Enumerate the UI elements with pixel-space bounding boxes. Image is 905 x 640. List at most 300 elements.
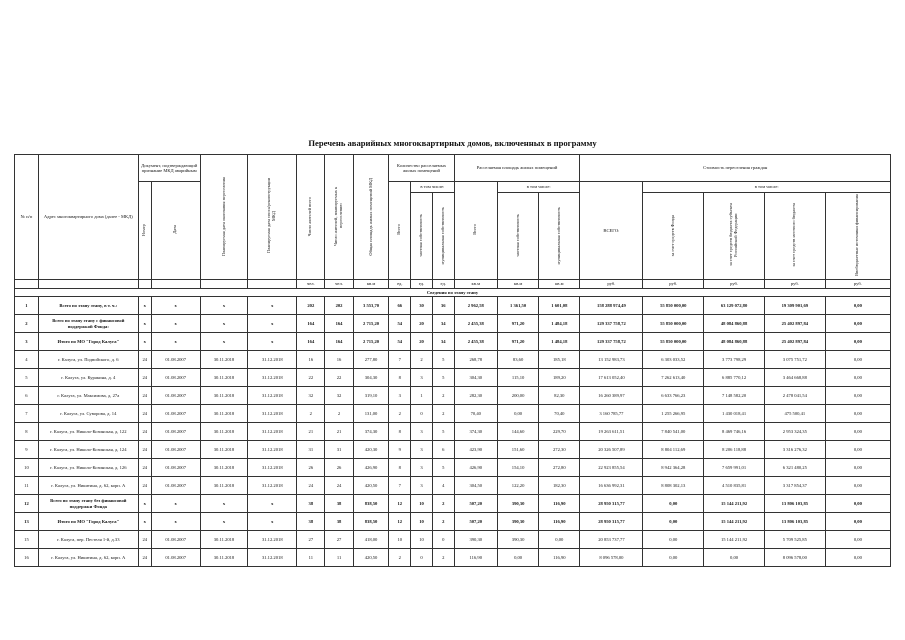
cell-plan: 30.11.2018	[200, 477, 248, 495]
cell-addr: г. Калуга, ул. Максимова, д. 27а	[38, 387, 138, 405]
table-row	[15, 531, 891, 549]
header-row-1	[15, 155, 891, 182]
col-cost-regional: за счет средств бюджета субъекта Российской Федерации	[704, 193, 765, 280]
cell-ce: 0,00	[825, 495, 890, 513]
cell-plan: x	[200, 333, 248, 351]
col-area-private: частная собственность	[497, 193, 538, 280]
cell-ta: 2 715,20	[353, 333, 389, 351]
cell-rpv: 10	[411, 531, 433, 549]
units-row	[15, 280, 891, 289]
cell-ap: 390,30	[497, 495, 538, 513]
cell-am: 70,40	[539, 405, 580, 423]
cell-rm: 2	[389, 405, 411, 423]
cell-rp: 11	[325, 549, 353, 567]
cell-cl: 6 321 480,25	[764, 459, 825, 477]
cell-cl: 2 478 041,54	[764, 387, 825, 405]
table-row	[15, 423, 891, 441]
cell-rpv: 2	[411, 351, 433, 369]
cell-addr: г. Калуга, ул. Николо-Козинская, д. 124	[38, 441, 138, 459]
cell-rt: 24	[297, 477, 325, 495]
cell-rmu: 2	[432, 549, 454, 567]
cell-n: 12	[15, 495, 39, 513]
cell-ap: 971,20	[497, 333, 538, 351]
header-row-2	[15, 182, 891, 193]
cell-am: 0,00	[539, 531, 580, 549]
cell-addr: Итого по МО "Город Калуга"	[38, 513, 138, 531]
col-residents-planned: Число жителей, планируемых к переселению	[325, 155, 353, 280]
cell-ta: 420,30	[353, 441, 389, 459]
cell-am: 116,90	[539, 495, 580, 513]
cell-ta: 838,50	[353, 513, 389, 531]
cell-ap: 83,60	[497, 351, 538, 369]
cell-cr: 3 773 798,29	[704, 351, 765, 369]
cell-cr: 0,00	[704, 549, 765, 567]
table-row	[15, 333, 891, 351]
cell-rpv: 3	[411, 477, 433, 495]
cell-rt: 38	[297, 513, 325, 531]
cell-cr: 63 129 072,80	[704, 297, 765, 315]
cell-demol: 31.12.2018	[248, 387, 297, 405]
table-row	[15, 549, 891, 567]
col-cost-total: ВСЕГО:	[580, 182, 643, 280]
cell-cl: 25 402 897,84	[764, 333, 825, 351]
unit-cell: ед.	[432, 280, 454, 289]
cell-rp: 38	[325, 495, 353, 513]
cell-rmu: 36	[432, 297, 454, 315]
cell-n: 8	[15, 423, 39, 441]
cell-n: 3	[15, 333, 39, 351]
cell-doc: 24	[138, 423, 151, 441]
unit-cell: ед.	[411, 280, 433, 289]
cell-cr: 8 206 118,88	[704, 441, 765, 459]
cell-rm: 7	[389, 477, 411, 495]
section-title: Сведения по этапу этапу	[15, 289, 891, 297]
cell-at: 426,90	[454, 459, 497, 477]
cell-date: x	[151, 297, 200, 315]
cell-rp: 26	[325, 459, 353, 477]
cell-n: 7	[15, 405, 39, 423]
cell-ta: 3 553,70	[353, 297, 389, 315]
cell-plan: 30.11.2018	[200, 369, 248, 387]
cell-rmu: 0	[432, 531, 454, 549]
cell-ce: 0,00	[825, 297, 890, 315]
cell-rm: 7	[389, 351, 411, 369]
cell-rmu: 5	[432, 369, 454, 387]
table-row	[15, 459, 891, 477]
cell-cl: 3 075 751,72	[764, 351, 825, 369]
cell-ap: 390,30	[497, 531, 538, 549]
cell-ta: 426,90	[353, 459, 389, 477]
cell-ct: 20 326 507,89	[580, 441, 643, 459]
table-row	[15, 387, 891, 405]
cell-demol: 31.12.2018	[248, 423, 297, 441]
cell-ct: 17 613 052,40	[580, 369, 643, 387]
cell-cr: 6 885 770,12	[704, 369, 765, 387]
cell-demol: 31.12.2018	[248, 477, 297, 495]
cell-doc: 24	[138, 531, 151, 549]
cell-rt: 21	[297, 423, 325, 441]
cell-rpv: 0	[411, 549, 433, 567]
cell-at: 390,30	[454, 531, 497, 549]
cell-plan: 30.11.2018	[200, 423, 248, 441]
cell-demol: 31.12.2018	[248, 369, 297, 387]
section-row	[15, 289, 891, 297]
cell-cl: 3 317 854,37	[764, 477, 825, 495]
cell-cf: 1 255 266,95	[643, 405, 704, 423]
cell-rmu: 2	[432, 495, 454, 513]
cell-rm: 12	[389, 495, 411, 513]
cell-rpv: 3	[411, 369, 433, 387]
cell-ct: 8 096 578,00	[580, 549, 643, 567]
cell-cl: 2 953 324,35	[764, 423, 825, 441]
cell-rp: 21	[325, 423, 353, 441]
cell-cf: 6 303 033,52	[643, 351, 704, 369]
col-planned-inclusion: Планируемая дата окончания переселения	[200, 155, 248, 280]
cell-cf: 55 850 000,00	[643, 333, 704, 351]
unit-cell: чел.	[325, 280, 353, 289]
cell-date: 01.08.2007	[151, 549, 200, 567]
cell-date: x	[151, 315, 200, 333]
cell-cr: 7 659 991,01	[704, 459, 765, 477]
cell-rt: 164	[297, 333, 325, 351]
cell-date: 01.08.2007	[151, 369, 200, 387]
cell-cr: 8 469 746,16	[704, 423, 765, 441]
col-rooms-total: Всего	[389, 182, 411, 280]
cell-rp: 202	[325, 297, 353, 315]
cell-n: 13	[15, 513, 39, 531]
table-row	[15, 405, 891, 423]
cell-cr: 15 144 211,92	[704, 513, 765, 531]
cell-rp: 38	[325, 513, 353, 531]
cell-rpv: 30	[411, 297, 433, 315]
table-row	[15, 351, 891, 369]
buildings-table	[14, 154, 891, 567]
cost-incl: в том числе:	[643, 182, 891, 193]
cell-am: 116,90	[539, 549, 580, 567]
col-rooms-group: Количество расселяемых жилых помещений	[389, 155, 454, 182]
cell-rp: 164	[325, 315, 353, 333]
cell-date: 01.08.2007	[151, 477, 200, 495]
cell-doc: 24	[138, 441, 151, 459]
cell-cf: 0,00	[643, 549, 704, 567]
cell-cl: 3 316 276,32	[764, 441, 825, 459]
cell-ta: 131,00	[353, 405, 389, 423]
cell-cl: 5 709 525,85	[764, 531, 825, 549]
cell-date: 01.08.2007	[151, 531, 200, 549]
cell-rmu: 34	[432, 315, 454, 333]
cell-demol: 31.12.2018	[248, 405, 297, 423]
cell-date: x	[151, 513, 200, 531]
cell-plan: 30.11.2018	[200, 459, 248, 477]
cell-cl: 25 402 897,84	[764, 315, 825, 333]
cell-am: 272,80	[539, 459, 580, 477]
cell-am: 272,30	[539, 441, 580, 459]
cell-ta: 374,30	[353, 423, 389, 441]
rooms-incl: в том числе:	[411, 182, 454, 193]
cell-demol: x	[248, 297, 297, 315]
table-row	[15, 315, 891, 333]
cell-ap: 971,20	[497, 315, 538, 333]
cell-n: 6	[15, 387, 39, 405]
col-num: № п/п	[15, 155, 39, 280]
cell-ce: 0,00	[825, 441, 890, 459]
cell-rm: 8	[389, 423, 411, 441]
cell-doc: 24	[138, 405, 151, 423]
cell-doc: 24	[138, 369, 151, 387]
cell-cf: 0,00	[643, 495, 704, 513]
cell-cl: 3 464 668,88	[764, 369, 825, 387]
cell-am: 1 484,18	[539, 315, 580, 333]
col-area-total: Всего	[454, 182, 497, 280]
cell-demol: x	[248, 315, 297, 333]
cell-cl: 19 309 901,69	[764, 297, 825, 315]
cell-plan: 30.11.2018	[200, 351, 248, 369]
cell-ap: 115,10	[497, 369, 538, 387]
cell-at: 507,20	[454, 513, 497, 531]
cell-cf: 8 942 364,28	[643, 459, 704, 477]
table-row	[15, 297, 891, 315]
cell-demol: x	[248, 513, 297, 531]
cell-am: 185,18	[539, 351, 580, 369]
cell-plan: x	[200, 513, 248, 531]
cell-at: 2 455,38	[454, 315, 497, 333]
col-cost-fund: за счет средств Фонда	[643, 193, 704, 280]
cell-ce: 0,00	[825, 405, 890, 423]
cell-addr: Всего по этапу этапу, в т. ч.:	[38, 297, 138, 315]
cell-rpv: 20	[411, 315, 433, 333]
cell-date: 01.08.2007	[151, 423, 200, 441]
unit-cell: руб.	[643, 280, 704, 289]
cell-cr: 48 084 860,88	[704, 333, 765, 351]
cell-doc: x	[138, 315, 151, 333]
cell-rt: 164	[297, 315, 325, 333]
cell-am: 1 484,18	[539, 333, 580, 351]
cell-doc: x	[138, 495, 151, 513]
col-doc-number: Номер	[138, 182, 151, 280]
cell-plan: x	[200, 315, 248, 333]
cell-plan: 30.11.2018	[200, 441, 248, 459]
cell-cr: 15 144 211,92	[704, 531, 765, 549]
cell-ce: 0,00	[825, 315, 890, 333]
cell-at: 304,30	[454, 369, 497, 387]
unit-cell: руб.	[764, 280, 825, 289]
cell-cf: 0,00	[643, 513, 704, 531]
cell-plan: 30.11.2018	[200, 387, 248, 405]
col-doc-date: Дата	[151, 182, 200, 280]
cell-addr: г. Калуга, ул. Николо-Козинская, д. 126	[38, 459, 138, 477]
cell-plan: x	[200, 297, 248, 315]
cell-ct: 3 160 785,77	[580, 405, 643, 423]
cell-doc: x	[138, 297, 151, 315]
cell-ce: 0,00	[825, 351, 890, 369]
cell-ce: 0,00	[825, 513, 890, 531]
cell-rpv: 3	[411, 423, 433, 441]
cell-rmu: 6	[432, 441, 454, 459]
cell-cf: 8 804 112,69	[643, 441, 704, 459]
col-rooms-municipal: муниципальная собственность	[432, 193, 454, 280]
cell-rt: 16	[297, 351, 325, 369]
cell-doc: 24	[138, 549, 151, 567]
cell-ap: 144,60	[497, 423, 538, 441]
unit-cell: кв.м	[497, 280, 538, 289]
cell-ap: 0,00	[497, 405, 538, 423]
cell-at: 268,78	[454, 351, 497, 369]
cell-ta: 420,50	[353, 549, 389, 567]
cell-ap: 390,30	[497, 513, 538, 531]
cell-rpv: 10	[411, 495, 433, 513]
col-total-area: Общая площадь жилых помещений МКД	[353, 155, 389, 280]
cell-addr: г. Калуга, ул. Куракина, д. 4	[38, 369, 138, 387]
cell-at: 374,30	[454, 423, 497, 441]
cell-ap: 122,20	[497, 477, 538, 495]
cell-rm: 66	[389, 297, 411, 315]
cell-rpv: 10	[411, 513, 433, 531]
col-address: Адрес многоквартирного дома (далее - МКД)	[38, 155, 138, 280]
cell-cf: 8 808 302,13	[643, 477, 704, 495]
cell-demol: 31.12.2018	[248, 549, 297, 567]
cell-rp: 16	[325, 351, 353, 369]
cell-addr: г. Калуга, ул. Суворова, д. 14	[38, 405, 138, 423]
cell-rpv: 3	[411, 459, 433, 477]
cell-cf: 0,00	[643, 531, 704, 549]
table-row	[15, 513, 891, 531]
cell-n: 4	[15, 351, 39, 369]
cell-rpv: 0	[411, 405, 433, 423]
cell-date: 01.08.2007	[151, 387, 200, 405]
cell-ce: 0,00	[825, 549, 890, 567]
cell-rp: 31	[325, 441, 353, 459]
cell-at: 2 455,38	[454, 333, 497, 351]
cell-addr: г. Калуга, ул. Никитина, д. 62, корп. А	[38, 477, 138, 495]
col-cost-group: Стоимость переселения граждан	[580, 155, 891, 182]
cell-rp: 2	[325, 405, 353, 423]
cell-ct: 28 950 315,77	[580, 513, 643, 531]
cell-rmu: 5	[432, 423, 454, 441]
cell-cr: 48 084 860,88	[704, 315, 765, 333]
unit-cell: кв.м	[539, 280, 580, 289]
cell-doc: 24	[138, 477, 151, 495]
cell-ta: 277,80	[353, 351, 389, 369]
cell-rp: 164	[325, 333, 353, 351]
unit-cell: руб.	[704, 280, 765, 289]
cell-rp: 27	[325, 531, 353, 549]
cell-addr: Всего по этапу этапу без финансовой поддержки Фонда	[38, 495, 138, 513]
cell-ct: 158 288 974,49	[580, 297, 643, 315]
cell-at: 507,20	[454, 495, 497, 513]
cell-demol: 31.12.2018	[248, 351, 297, 369]
cell-demol: 31.12.2018	[248, 531, 297, 549]
cell-cf: 55 850 000,00	[643, 297, 704, 315]
cell-rt: 2	[297, 405, 325, 423]
cell-rm: 10	[389, 531, 411, 549]
col-rooms-private: частная собственность	[411, 193, 433, 280]
document-title: Перечень аварийных многоквартирных домов, включенных в программу	[308, 138, 597, 148]
cell-rmu: 5	[432, 459, 454, 477]
cell-at: 304,50	[454, 477, 497, 495]
unit-cell: кв.м	[353, 280, 389, 289]
cell-rp: 24	[325, 477, 353, 495]
unit-cell: руб.	[825, 280, 890, 289]
cell-rt: 31	[297, 441, 325, 459]
cell-rt: 32	[297, 387, 325, 405]
cell-ta: 838,50	[353, 495, 389, 513]
cell-ta: 2 715,20	[353, 315, 389, 333]
cell-date: 01.08.2007	[151, 351, 200, 369]
cell-rt: 11	[297, 549, 325, 567]
cell-rmu: 4	[432, 477, 454, 495]
unit-cell: ед.	[389, 280, 411, 289]
cell-rm: 54	[389, 315, 411, 333]
cell-addr: г. Калуга, ул. Николо-Козинская, д. 122	[38, 423, 138, 441]
cell-cl: 13 806 103,85	[764, 513, 825, 531]
cell-rmu: 2	[432, 387, 454, 405]
cell-addr: г. Калуга, ул. Подвойского, д. 6	[38, 351, 138, 369]
cell-at: 2 962,58	[454, 297, 497, 315]
cell-rm: 8	[389, 369, 411, 387]
cell-am: 116,90	[539, 513, 580, 531]
cell-rmu: 34	[432, 333, 454, 351]
cell-ta: 304,30	[353, 369, 389, 387]
col-cost-extra: Внебюджетные источники финансирования	[825, 193, 890, 280]
cell-date: x	[151, 495, 200, 513]
cell-n: 10	[15, 459, 39, 477]
cell-ce: 0,00	[825, 477, 890, 495]
cell-n: 15	[15, 531, 39, 549]
cell-rpv: 20	[411, 333, 433, 351]
cell-cf: 55 850 000,00	[643, 315, 704, 333]
cell-doc: 24	[138, 459, 151, 477]
cell-rm: 9	[389, 441, 411, 459]
col-doc: Документ, подтверждающий признание МКД аварийным	[138, 155, 200, 182]
col-area-group: Расселяемая площадь жилых помещений	[454, 155, 580, 182]
cell-ct: 13 152 983,73	[580, 351, 643, 369]
cell-cl: 13 806 103,85	[764, 495, 825, 513]
cell-rt: 38	[297, 495, 325, 513]
cell-am: 1 601,08	[539, 297, 580, 315]
cell-ta: 418,00	[353, 531, 389, 549]
cell-at: 282,30	[454, 387, 497, 405]
cell-demol: 31.12.2018	[248, 459, 297, 477]
unit-cell: чел.	[297, 280, 325, 289]
cell-ce: 0,00	[825, 459, 890, 477]
cell-plan: 30.11.2018	[200, 549, 248, 567]
cell-date: 01.08.2007	[151, 405, 200, 423]
col-planned-demolition: Планируемая дата сноса/реконструкции МКД	[248, 155, 297, 280]
col-area-municipal: муниципальная собственность	[539, 193, 580, 280]
cell-demol: 31.12.2018	[248, 441, 297, 459]
cell-demol: x	[248, 333, 297, 351]
cell-ce: 0,00	[825, 333, 890, 351]
cell-n: 9	[15, 441, 39, 459]
cell-rt: 22	[297, 369, 325, 387]
cell-n: 2	[15, 315, 39, 333]
table-row	[15, 441, 891, 459]
cell-rm: 8	[389, 459, 411, 477]
col-residents-total: Число жителей всего	[297, 155, 325, 280]
cell-ct: 16 636 992,31	[580, 477, 643, 495]
cell-rmu: 5	[432, 351, 454, 369]
unit-cell: кв.м	[454, 280, 497, 289]
cell-ct: 16 260 389,97	[580, 387, 643, 405]
cell-rpv: 1	[411, 387, 433, 405]
cell-rmu: 2	[432, 405, 454, 423]
cell-n: 11	[15, 477, 39, 495]
cell-ap: 200,00	[497, 387, 538, 405]
cell-ct: 129 337 758,72	[580, 315, 643, 333]
cell-ct: 28 950 315,77	[580, 495, 643, 513]
table-row	[15, 369, 891, 387]
cell-ap: 151,60	[497, 441, 538, 459]
